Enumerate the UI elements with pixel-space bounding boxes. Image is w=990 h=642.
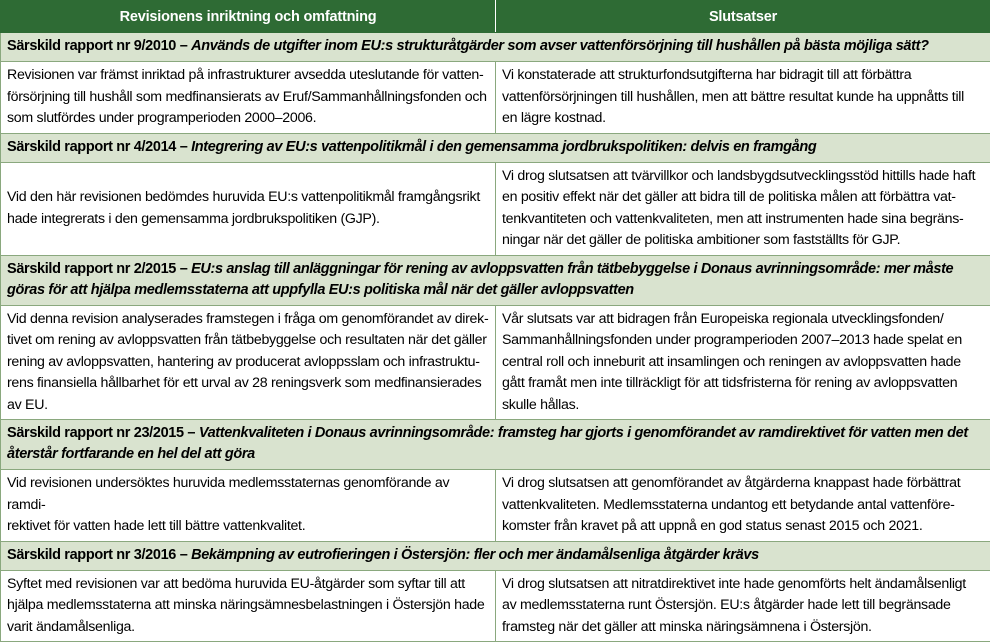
conclusion-cell (496, 62, 990, 134)
header-conclusions: Slutsatser (496, 1, 990, 33)
report-title: Vattenkvaliteten i Donaus avrinningsområde: framsteg har gjorts i genomförandet av ramdirektivet för vatten men det återstår fortfarande en hel del att göra (7, 425, 968, 462)
report-content-row (1, 305, 990, 420)
text-line: ningar när det gäller de politiska ambitioner som fastställts för GJP. (502, 232, 901, 248)
report-heading (1, 133, 990, 162)
text-line: en lägre kostnad. (502, 110, 606, 126)
conclusion-cell (496, 470, 990, 542)
text-line: komster från kravet på att uppnå en god status senast 2015 och 2021. (502, 518, 923, 534)
report-dash: – (176, 38, 192, 54)
text-line: vattenförsörjningen till hushållen, men att bättre resultat kunde ha uppnåtts till (502, 88, 965, 105)
text-line: hjälpa medlemsstaterna att minska näringsämnesbelastningen i Östersjön hade (7, 597, 485, 613)
text-line: rektivet för vatten hade lett till bättre vattenkvalitet. (7, 518, 306, 534)
report-heading-row (1, 541, 990, 570)
report-number: Särskild rapport nr 23/2015 (7, 425, 184, 441)
text-line: Vi drog slutsatsen att nitratdirektivet inte hade genomförts helt ändamålsenligt (502, 575, 966, 592)
text-line: försörjning till hushåll som medfinansierats av Eruf/Sammanhållningsfonden och (7, 88, 487, 105)
text-line: Vi konstaterade att strukturfondsutgifterna har bidragit till att förbättra (502, 67, 912, 83)
scope-cell (1, 570, 496, 642)
header-scope: Revisionens inriktning och omfattning (1, 1, 496, 33)
text-line: framsteg när det gäller att minska näringsämnena i Östersjön. (502, 618, 872, 635)
conclusion-cell (496, 162, 990, 255)
text-line: Vid den här revisionen bedömdes huruvida EU:s vattenpolitikmål framgångsrikt (7, 189, 480, 205)
report-dash: – (176, 138, 192, 155)
report-content-row (1, 162, 990, 255)
report-heading-row (1, 255, 990, 305)
report-heading (1, 541, 990, 570)
text-line: varit ändamålsenliga. (7, 618, 135, 635)
report-dash: – (183, 425, 199, 441)
scope-cell (1, 162, 496, 255)
text-line: Revisionen var främst inriktad på infrastrukturer avsedda uteslutande för vatten- (7, 67, 484, 83)
report-number: Särskild rapport nr 2/2015 (7, 260, 177, 277)
text-line: en positiv effekt när det gäller att bidra till de politiska målen att förbättra vat- (502, 189, 956, 205)
text-line: tivet om rening av avloppsvatten från tätbebyggelse och resultaten när det gäller (7, 332, 487, 348)
report-heading-row (1, 420, 990, 470)
report-number: Särskild rapport nr 4/2014 (7, 138, 177, 155)
report-heading (1, 255, 990, 305)
scope-cell (1, 62, 496, 134)
report-dash: – (176, 260, 192, 277)
report-heading-row (1, 133, 990, 162)
report-content-row (1, 570, 990, 642)
text-line: central roll och inneburit att insamlingen och reningen av avloppsvatten hade (502, 353, 961, 370)
text-line: vattenkvaliteten. Medlemsstaterna undantog ett betydande antal vattenföre- (502, 496, 955, 513)
text-line: av EU. (7, 396, 48, 413)
report-heading (1, 33, 990, 62)
report-content-row (1, 470, 990, 542)
conclusion-cell (496, 305, 990, 420)
text-line: rens finansiella hållbarhet för ett urval av 28 reningsverk som medfinansierades (7, 375, 482, 391)
text-line: tenkvantiteten och vattenkvaliteten, men att instrumenten hade sina begräns- (502, 210, 964, 227)
text-line: gått framåt men inte tillräckligt för att tidsfristerna för rening av avloppsvatten (502, 375, 958, 391)
text-line: skulle hållas. (502, 396, 580, 413)
scope-cell (1, 470, 496, 542)
text-line: Sammanhållningsfonden under programperioden 2007–2013 hade spelat en (502, 332, 962, 348)
text-line: Vår slutsats var att bidragen från Europeiska regionala utvecklingsfonden/ (502, 310, 944, 327)
text-line: Vid revisionen undersöktes huruvida medlemsstaternas genomförande av ramdi- (7, 475, 450, 513)
text-line: rening av avloppsvatten, hantering av producerat avloppsslam och infrastruktu- (7, 353, 480, 370)
text-line: Vid denna revision analyserades framstegen i fråga om genomförandet av direk- (7, 310, 489, 327)
conclusion-cell (496, 570, 990, 642)
report-heading (1, 420, 990, 470)
text-line: Syftet med revisionen var att bedöma huruvida EU-åtgärder som syftar till att (7, 575, 465, 592)
report-title: Används de utgifter inom EU:s strukturåtgärder som avser vattenförsörjning till hushållen på bästa möjliga sätt? (191, 38, 929, 54)
report-title: Bekämpning av eutrofieringen i Östersjön: fler och mer ändamålsenliga åtgärder krävs (191, 546, 759, 563)
text-line: av medlemsstaterna runt Östersjön. EU:s åtgärder hade lett till begränsade (502, 597, 951, 613)
report-title: Integrering av EU:s vattenpolitikmål i den gemensamma jordbrukspolitiken: delvis en framgång (191, 138, 817, 155)
scope-cell (1, 305, 496, 420)
report-number: Särskild rapport nr 9/2010 (7, 38, 177, 54)
report-heading-row (1, 33, 990, 62)
header-row (1, 1, 990, 33)
text-line: hade integrerats i den gemensamma jordbrukspolitiken (GJP). (7, 210, 380, 227)
report-number: Särskild rapport nr 3/2016 (7, 546, 177, 563)
report-dash: – (176, 546, 192, 563)
report-content-row (1, 62, 990, 134)
text-line: Vi drog slutsatsen att tvärvillkor och landsbygdsutvecklingsstöd hittills hade haft (502, 167, 976, 184)
text-line: som slutfördes under programperioden 2000–2006. (7, 110, 317, 126)
report-title: EU:s anslag till anläggningar för rening av avloppsvatten från tätbebyggelse i Donaus avrinningsområde: mer måste göras för att hjälpa medlemsstaterna att uppfylla EU:s politiska mål när det gäller avloppsvatten (7, 260, 954, 298)
text-line: Vi drog slutsatsen att genomförandet av åtgärderna knappast hade förbättrat (502, 475, 961, 491)
